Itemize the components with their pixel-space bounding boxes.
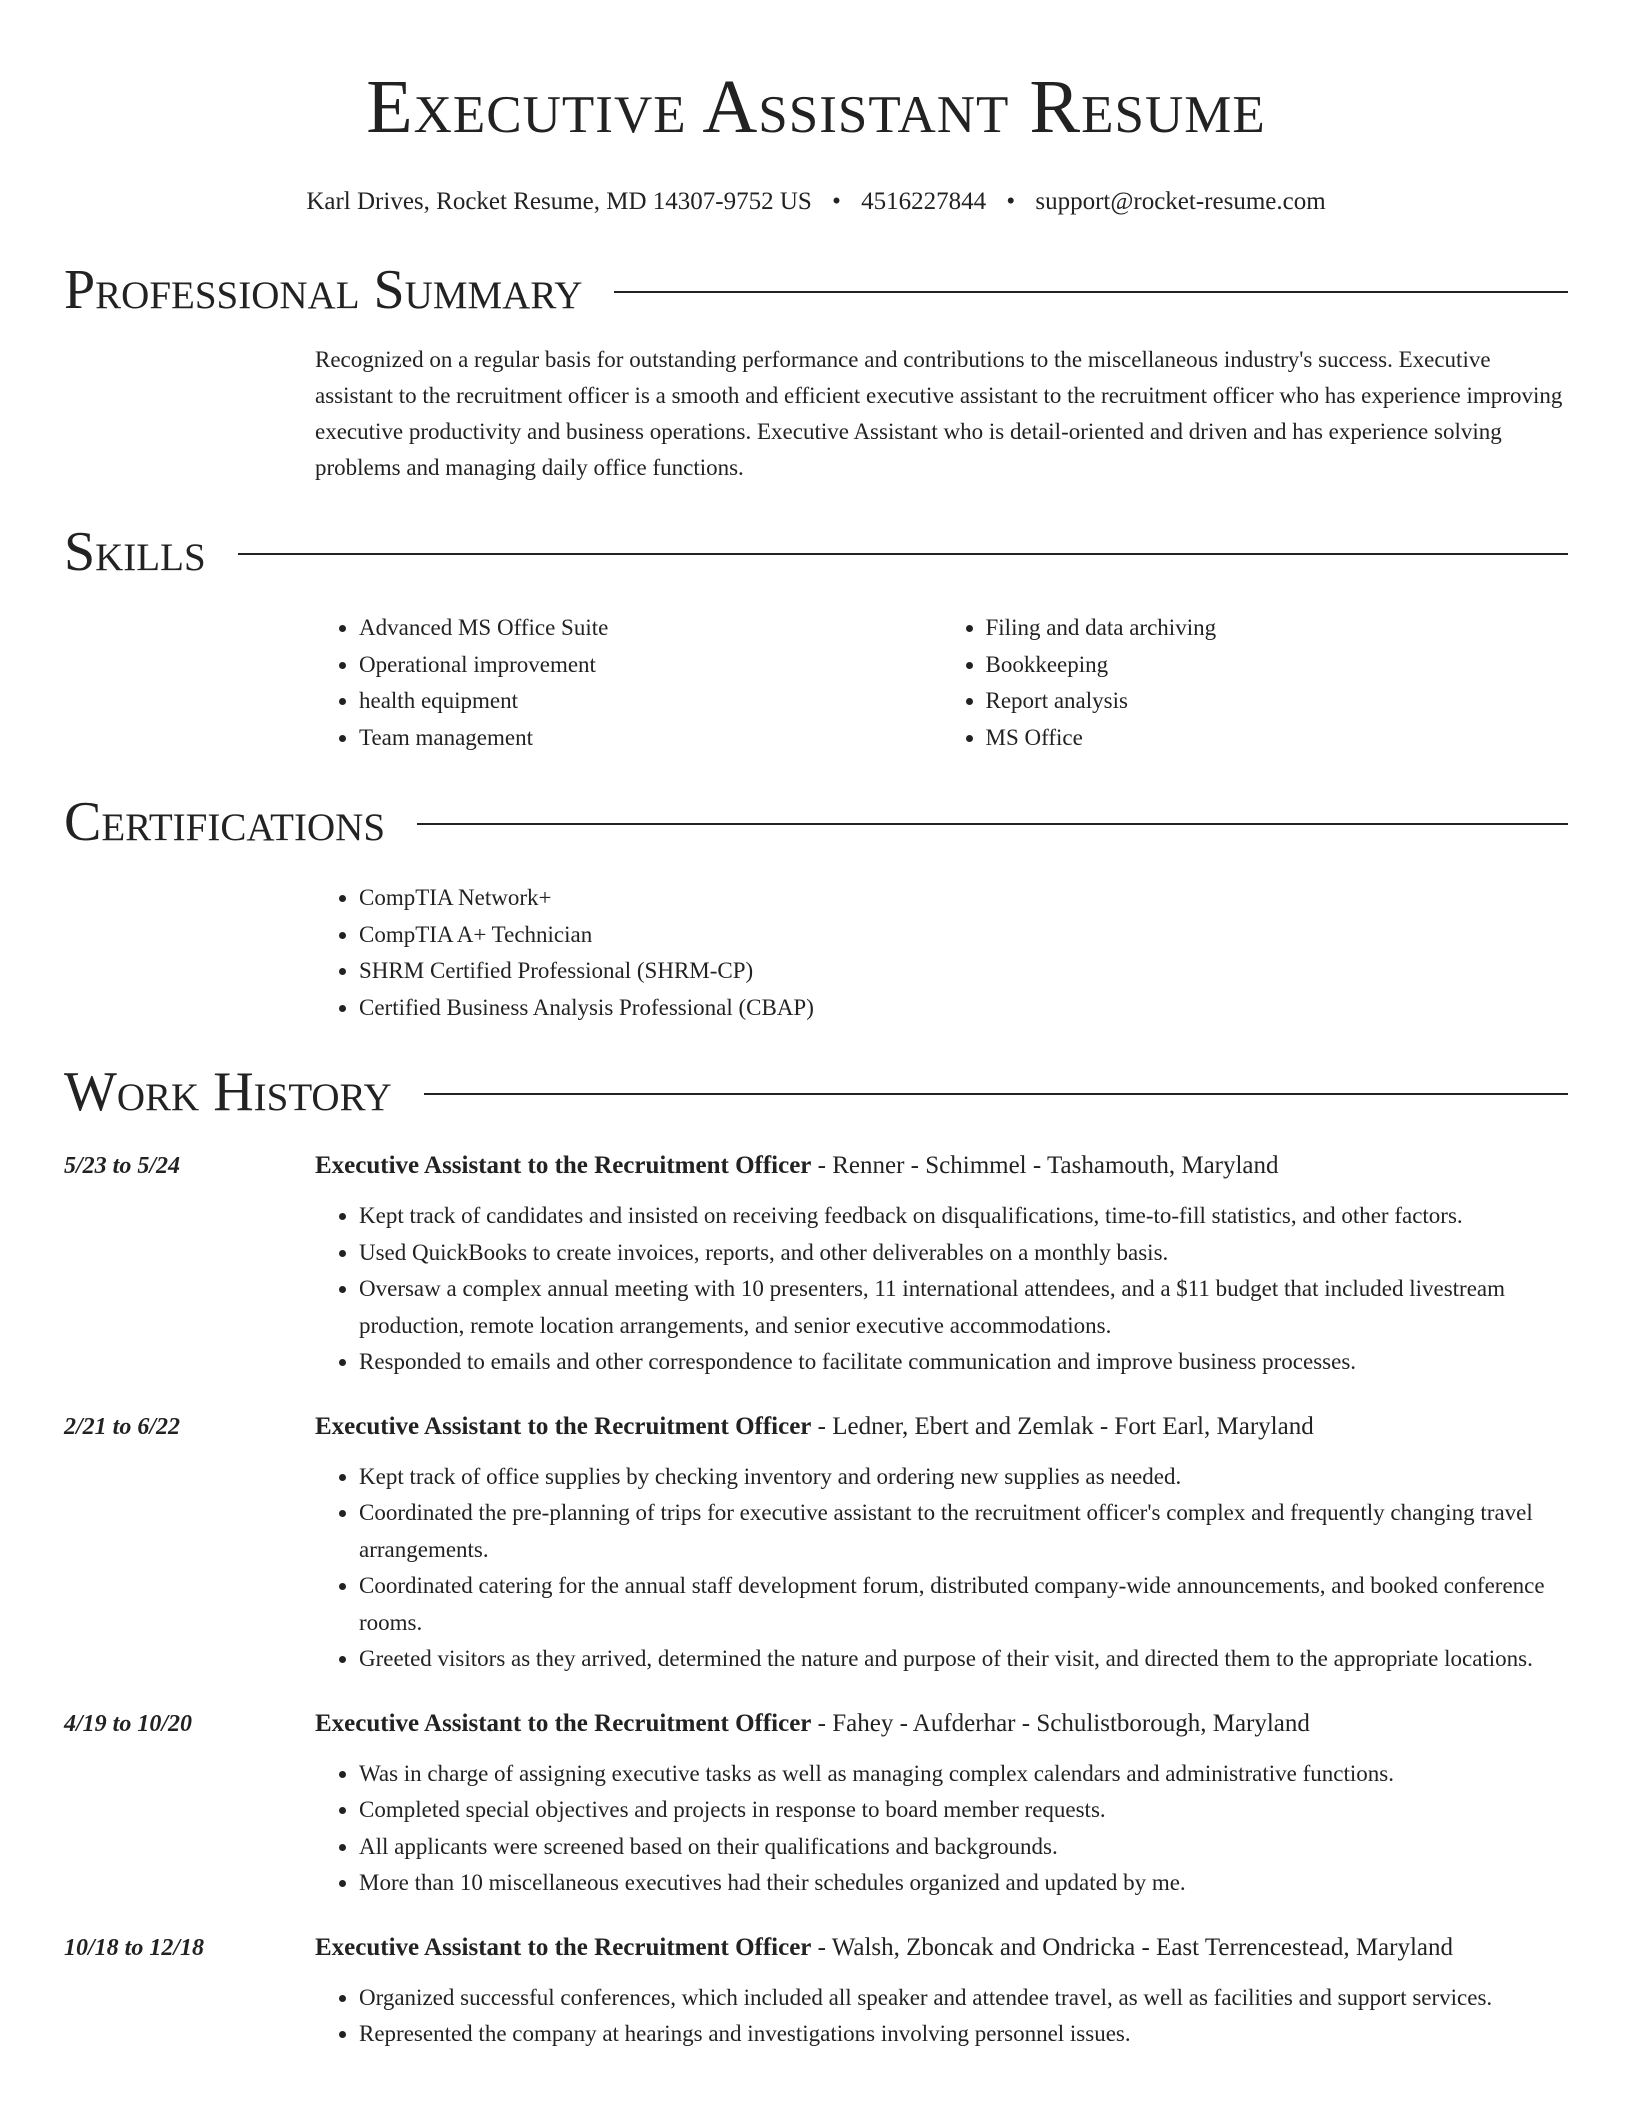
job-bullets <box>315 1756 1568 1902</box>
job-details <box>315 1409 1568 1678</box>
certifications-list <box>315 880 1568 1026</box>
job-entry <box>64 1148 1568 1381</box>
job-details <box>315 1930 1568 2053</box>
resume-page <box>64 0 1568 2053</box>
section-divider <box>417 823 1568 825</box>
job-bullet: • Used QuickBooks to create invoices, reports, and other deliverables on a monthly basis. <box>359 1235 1568 1272</box>
job-bullet: • All applicants were screened based on their qualifications and backgrounds. <box>359 1829 1568 1866</box>
skills-section <box>315 610 1568 756</box>
job-dates: 2/21 to 6/22 <box>64 1413 181 1440</box>
certification-item: • CompTIA A+ Technician <box>359 917 1568 954</box>
job-bullets <box>315 1459 1568 1678</box>
certification-item: • SHRM Certified Professional (SHRM-CP) <box>359 953 1568 990</box>
job-title-line <box>315 1706 1568 1742</box>
summary-heading: Professional Summary <box>64 259 583 321</box>
job-bullet: • Greeted visitors as they arrived, determined the nature and purpose of their visit, and directed them to the appropriate locations. <box>359 1641 1568 1678</box>
job-bullets <box>315 1980 1568 2053</box>
work-history-list <box>64 1148 1568 2053</box>
contact-address: Karl Drives, Rocket Resume, MD 14307-9752 US <box>306 188 812 215</box>
job-bullet: • Kept track of candidates and insisted on receiving feedback on disqualifications, time-to-fill statistics, and other factors. <box>359 1198 1568 1235</box>
page-title: Executive Assistant Resume <box>366 65 1266 149</box>
job-bullet: • Completed special objectives and projects in response to board member requests. <box>359 1792 1568 1829</box>
skills-list-left <box>315 610 942 756</box>
job-company: - Ledner, Ebert and Zemlak - Fort Earl, Maryland <box>811 1412 1314 1440</box>
job-bullet: • More than 10 miscellaneous executives had their schedules organized and updated by me. <box>359 1865 1568 1902</box>
skill-item: • health equipment <box>359 683 942 720</box>
summary-section-header <box>64 258 1568 322</box>
skill-item: • Filing and data archiving <box>986 610 1569 647</box>
skills-heading: Skills <box>64 521 206 583</box>
job-bullets <box>315 1198 1568 1381</box>
work-section-header <box>64 1060 1568 1124</box>
section-divider <box>238 553 1568 555</box>
job-dates: 10/18 to 12/18 <box>64 1934 205 1961</box>
job-details <box>315 1706 1568 1902</box>
contact-separator: • <box>1006 188 1016 215</box>
job-bullet: • Coordinated catering for the annual staff development forum, distributed company-wide announcements, and booked conference rooms. <box>359 1568 1568 1641</box>
job-title: Executive Assistant to the Recruitment Officer <box>315 1709 812 1737</box>
job-dates: 4/19 to 10/20 <box>64 1710 193 1737</box>
summary-section <box>315 342 1568 486</box>
job-title: Executive Assistant to the Recruitment Officer <box>315 1933 812 1961</box>
skill-item: • Operational improvement <box>359 647 942 684</box>
certification-item: • Certified Business Analysis Professional (CBAP) <box>359 990 1568 1027</box>
section-divider <box>424 1093 1568 1095</box>
skills-section-header <box>64 520 1568 584</box>
section-divider <box>614 291 1568 293</box>
job-title-line <box>315 1148 1568 1184</box>
skill-item: • Bookkeeping <box>986 647 1569 684</box>
work-heading: Work History <box>64 1061 392 1123</box>
job-entry <box>64 1706 1568 1902</box>
job-title-line <box>315 1409 1568 1445</box>
job-company: - Walsh, Zboncak and Ondricka - East Terrencestead, Maryland <box>811 1933 1454 1961</box>
contact-separator: • <box>832 188 841 215</box>
job-entry <box>64 1409 1568 1678</box>
job-bullet: • Represented the company at hearings and investigations involving personnel issues. <box>359 2016 1568 2053</box>
contact-phone: 4516227844 <box>861 188 987 215</box>
job-company: - Renner - Schimmel - Tashamouth, Maryland <box>811 1152 1279 1179</box>
job-title: Executive Assistant to the Recruitment Officer <box>315 1412 812 1440</box>
job-bullet: • Kept track of office supplies by checking inventory and ordering new supplies as needed. <box>359 1459 1568 1496</box>
job-bullet: • Organized successful conferences, which included all speaker and attendee travel, as well as facilities and support services. <box>359 1980 1568 2017</box>
skill-item: • Team management <box>359 720 942 757</box>
job-bullet: • Coordinated the pre-planning of trips for executive assistant to the recruitment officer's complex and frequently changing travel arrangements. <box>359 1495 1568 1568</box>
skills-grid <box>315 610 1568 756</box>
job-bullet: • Was in charge of assigning executive tasks as well as managing complex calendars and administrative functions. <box>359 1756 1568 1793</box>
job-bullet: • Responded to emails and other correspondence to facilitate communication and improve business processes. <box>359 1344 1568 1381</box>
certifications-section-header <box>64 790 1568 854</box>
contact-line <box>64 186 1568 218</box>
job-entry <box>64 1930 1568 2053</box>
job-title-line <box>315 1930 1568 1966</box>
summary-text: Recognized on a regular basis for outstanding performance and contributions to the miscellaneous industry's success. Executive assistant to the recruitment officer is a smooth and efficient executive assistant to the recruitment officer who has experience improving executive productivity and business operations. Executive Assistant who is detail-oriented and driven and has experience solving problems and managing daily office functions. <box>315 347 1563 480</box>
job-title: Executive Assistant to the Recruitment Officer <box>315 1152 812 1179</box>
job-details <box>315 1148 1568 1381</box>
job-bullet: • Oversaw a complex annual meeting with 10 presenters, 11 international attendees, and a $11 budget that included livestream production, remote location arrangements, and senior executive accommodations. <box>359 1271 1568 1344</box>
job-dates: 5/23 to 5/24 <box>64 1153 181 1179</box>
job-company: - Fahey - Aufderhar - Schulistborough, Maryland <box>811 1709 1310 1737</box>
certifications-section <box>315 880 1568 1026</box>
skill-item: • Report analysis <box>986 683 1569 720</box>
skills-list-right <box>942 610 1569 756</box>
certifications-heading: Certifications <box>64 791 386 853</box>
contact-email: support@rocket-resume.com <box>1035 188 1326 215</box>
skill-item: • Advanced MS Office Suite <box>359 610 942 647</box>
certification-item: • CompTIA Network+ <box>359 880 1568 917</box>
skill-item: • MS Office <box>986 720 1569 757</box>
